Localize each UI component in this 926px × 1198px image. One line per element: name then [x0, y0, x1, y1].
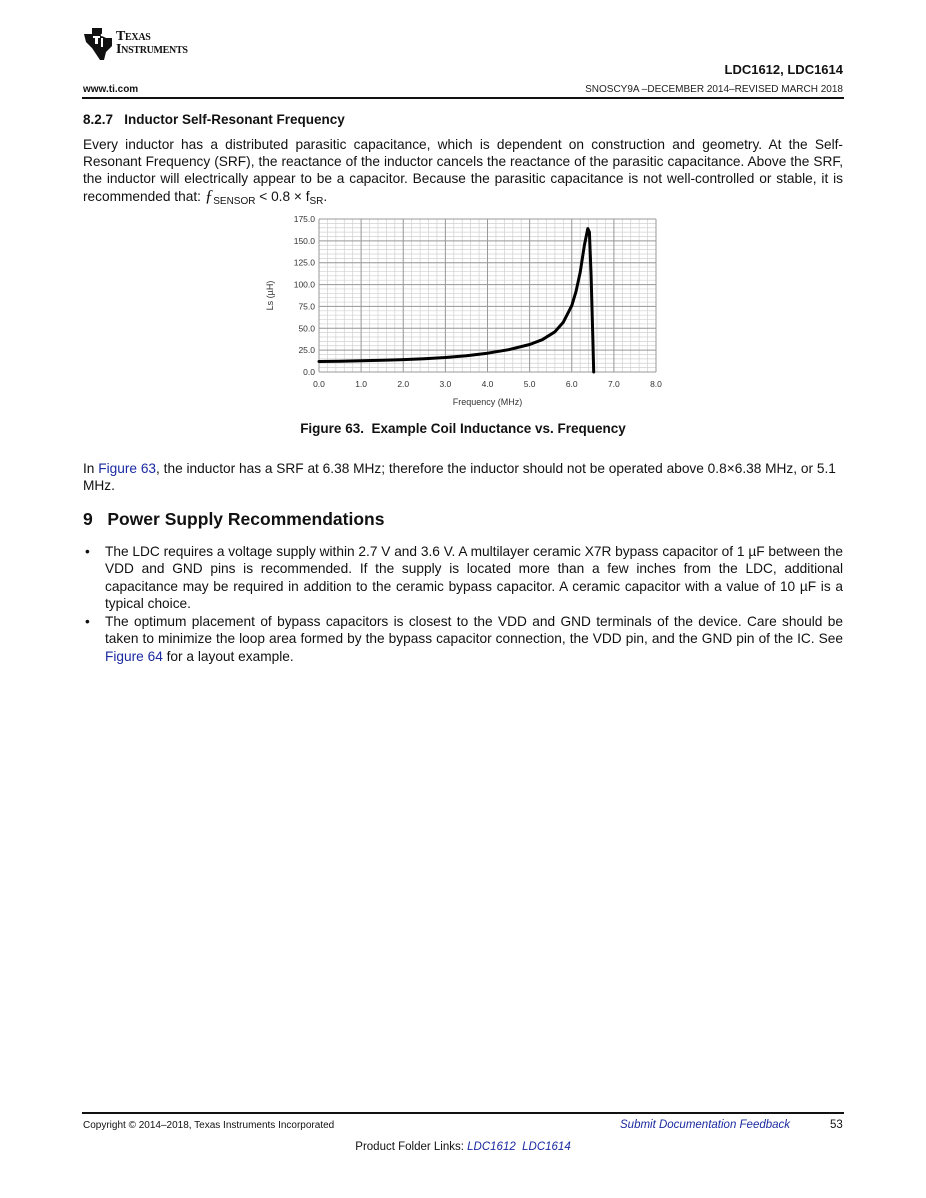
header-rule — [82, 97, 844, 99]
svg-text:5.0: 5.0 — [523, 379, 536, 389]
svg-text:8.0: 8.0 — [650, 379, 662, 389]
svg-text:75.0: 75.0 — [298, 301, 315, 312]
list-item — [83, 543, 843, 612]
website-link[interactable]: www.ti.com — [83, 84, 139, 95]
svg-text:7.0: 7.0 — [607, 379, 620, 389]
svg-text:0.0: 0.0 — [313, 379, 325, 389]
svg-text:175.0: 175.0 — [293, 214, 315, 224]
figure-63-link[interactable]: Figure 63 — [98, 461, 157, 476]
section-title-9: 9 Power Supply Recommendations — [83, 509, 385, 529]
svg-text:Frequency (MHz): Frequency (MHz) — [452, 397, 523, 407]
svg-text:150.0: 150.0 — [293, 235, 315, 246]
power-supply-list — [83, 543, 843, 666]
ldc1612-link[interactable]: LDC1612 — [467, 1141, 516, 1153]
formula-mid: < 0.8 × f — [255, 189, 310, 204]
para2-prefix: In — [83, 461, 99, 476]
figure-caption: Figure 63. Example Coil Inductance vs. Frequency — [300, 421, 626, 436]
inductance-chart — [250, 210, 670, 410]
bullet-text: The optimum placement of bypass capacitors is closest to the VDD and GND terminals of the device. Care should be taken to minimize the loop area formed by the bypass capacitor connection, the VDD pin, and the GND pin of the IC. See — [105, 614, 843, 647]
bullet-text-end: for a layout example. — [162, 648, 294, 664]
chart-canvas — [250, 210, 670, 410]
svg-text:50.0: 50.0 — [298, 323, 315, 334]
formula-sub-sr: SR — [309, 196, 324, 207]
srf-paragraph-text: Every inductor has a distributed parasitic capacitance, which is dependent on construction and geometry. At the Self-Resonant Frequency (SRF), the reactance of the inductor cancels the reactance of the parasitic capacitance. Above the SRF, the inductor will electrically appear to be a capacitor. Because the parasitic capacitance is not well-controlled or stable, it is recommended that: — [83, 137, 843, 204]
svg-text:100.0: 100.0 — [293, 279, 315, 290]
svg-text:6.0: 6.0 — [565, 379, 578, 389]
submit-feedback-link[interactable]: Submit Documentation Feedback — [620, 1119, 791, 1131]
svg-text:0.0: 0.0 — [303, 367, 315, 377]
list-item — [83, 613, 843, 665]
product-folder-label: Product Folder Links: — [355, 1141, 468, 1153]
texas-state-icon — [82, 26, 114, 62]
footer-rule — [82, 1112, 844, 1114]
product-ids: LDC1612, LDC1614 — [724, 62, 843, 77]
svg-text:2.0: 2.0 — [397, 379, 410, 389]
logo-line2: Instruments — [116, 42, 188, 57]
doc-id: SNOSCY9A –DECEMBER 2014–REVISED MARCH 2018 — [585, 84, 843, 95]
formula-end: . — [323, 189, 328, 204]
svg-text:1.0: 1.0 — [355, 379, 368, 389]
svg-text:Ls (µH): Ls (µH) — [265, 280, 275, 311]
figure-64-link[interactable]: Figure 64 — [105, 648, 163, 664]
bullet-icon: • — [85, 614, 90, 630]
logo-line1: Texas — [116, 29, 151, 44]
svg-text:125.0: 125.0 — [293, 257, 315, 268]
srf-example-paragraph — [83, 460, 843, 494]
section-title-827: 8.2.7 Inductor Self-Resonant Frequency — [83, 112, 345, 127]
para2-text: , the inductor has a SRF at 6.38 MHz; therefore the inductor should not be operated above 0.8×6.38 MHz, or 5.1 MHz. — [83, 461, 836, 493]
svg-text:3.0: 3.0 — [439, 379, 452, 389]
formula-f: ƒ — [204, 186, 214, 205]
page-number: 53 — [830, 1119, 843, 1131]
ti-logo — [82, 26, 232, 62]
bullet-icon: • — [85, 544, 90, 559]
svg-text:4.0: 4.0 — [481, 379, 494, 389]
bullet-text: The LDC requires a voltage supply within 2.7 V and 3.6 V. A multilayer ceramic X7R bypass capacitor of 1 µF between the VDD and GND pins is recommended. If the supply is located more than a few inches from the LDC, additional capacitance may be required in addition to the ceramic bypass capacitor. A ceramic capacitor with a value of 10 µF is a typical choice. — [105, 544, 843, 611]
ldc1614-link[interactable]: LDC1614 — [522, 1141, 571, 1153]
copyright: Copyright © 2014–2018, Texas Instruments Incorporated — [83, 1120, 335, 1131]
formula-sub-sensor: SENSOR — [213, 196, 256, 207]
svg-text:25.0: 25.0 — [298, 345, 315, 356]
product-folder-links — [0, 1141, 926, 1153]
srf-paragraph — [83, 136, 843, 210]
